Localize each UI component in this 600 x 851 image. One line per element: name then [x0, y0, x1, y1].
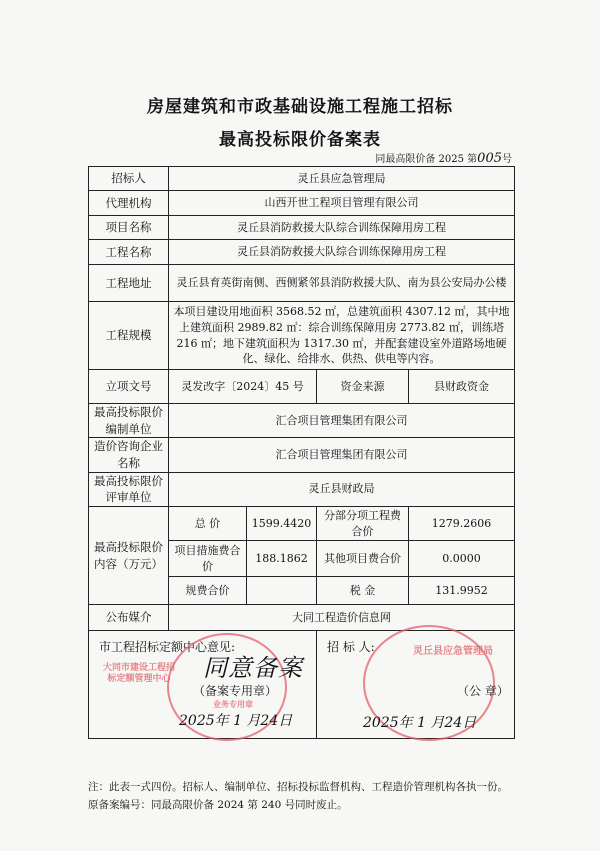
sign-right-heading: 招 标 人: [327, 640, 375, 655]
record-prefix: 同最高限价备 2025 第 [375, 154, 478, 165]
tax-label: 税 金 [317, 577, 409, 605]
record-no: 005 [477, 151, 502, 166]
title-line-1: 房屋建筑和市政基础设施工程施工招标 [147, 97, 453, 117]
approval-value: 灵发改字〔2024〕45 号 [169, 370, 317, 404]
address-label: 工程地址 [89, 265, 169, 302]
sub-label: 分部分项工程费合价 [317, 507, 409, 541]
compiler-label: 最高投标限价编制单位 [89, 404, 169, 438]
stamp-left-text: 大同市建设工程招标定额管理中心 [102, 663, 175, 684]
other-label: 其他项目费合价 [317, 541, 409, 577]
reviewer-value: 灵丘县财政局 [169, 472, 515, 506]
record-suffix: 号 [502, 154, 512, 165]
fee-value [247, 577, 317, 605]
date-left: 2025年 1 月24日 [179, 713, 293, 730]
scale-label: 工程规模 [89, 302, 169, 370]
fee-label: 规费合价 [169, 577, 247, 605]
fund-value: 县财政资金 [409, 370, 515, 404]
seal-note-right: （公 章） [457, 684, 509, 699]
title-line-2: 最高投标限价备案表 [219, 130, 381, 150]
sub-value: 1279.2606 [409, 507, 515, 541]
total-label: 总 价 [169, 507, 247, 541]
sign-left-heading: 市工程招标定额中心意见: [99, 640, 236, 655]
price-label: 最高投标限价内容（万元） [89, 507, 169, 605]
consult-value: 汇合项目管理集团有限公司 [169, 438, 515, 472]
tax-value: 131.9952 [409, 577, 515, 605]
other-value: 0.0000 [409, 541, 515, 577]
filing-table [88, 166, 515, 739]
date-right: 2025年 1 月24日 [363, 715, 477, 732]
address-value: 灵丘县育英街南侧、西侧紧邻县消防救援大队、南为县公安局办公楼 [169, 265, 515, 302]
handwriting-approval: 同意备案 [203, 654, 303, 683]
engineering-value: 灵丘县消防救援大队综合训练保障用房工程 [169, 240, 515, 265]
stamp-left-sub: 业务专用章 [213, 699, 253, 710]
scale-value: 本项目建设用地面积 3568.52 ㎡，总建筑面积 4307.12 ㎡，其中地上建筑面积 2989.82 ㎡：综合训练保障用房 2773.82 ㎡，训练塔 216 ㎡；地下建筑面积为 1317.30 ㎡，并配套建设室外道路场地硬化、绿化、给排水、供热、供电等内容。 [169, 302, 515, 370]
stamp-right-text: 灵丘县应急管理局 [413, 646, 493, 658]
sign-left-cell [89, 631, 317, 739]
record-number [375, 150, 512, 166]
footnote-2: 原备案编号：同最高限价备 2024 第 240 号同时废止。 [88, 799, 348, 811]
project-label: 项目名称 [89, 216, 169, 240]
agent-value: 山西开世工程项目管理有限公司 [169, 191, 515, 216]
total-value: 1599.4420 [247, 507, 317, 541]
seal-note-left: （备案专用章） [193, 684, 278, 699]
tenderer-label: 招标人 [89, 167, 169, 191]
media-label: 公布媒介 [89, 605, 169, 631]
project-value: 灵丘县消防救援大队综合训练保障用房工程 [169, 216, 515, 240]
engineering-label: 工程名称 [89, 240, 169, 265]
measure-value: 188.1862 [247, 541, 317, 577]
fund-label: 资金来源 [317, 370, 409, 404]
agent-label: 代理机构 [89, 191, 169, 216]
consult-label: 造价咨询企业名称 [89, 438, 169, 472]
measure-label: 项目措施费合价 [169, 541, 247, 577]
reviewer-label: 最高投标限价评审单位 [89, 472, 169, 506]
media-value: 大同工程造价信息网 [169, 605, 515, 631]
approval-label: 立项文号 [89, 370, 169, 404]
footnote-1: 注：此表一式四份。招标人、编制单位、招标投标监督机构、工程造价管理机构各执一份。 [88, 781, 508, 793]
compiler-value: 汇合项目管理集团有限公司 [169, 404, 515, 438]
sign-right-cell [317, 631, 515, 739]
tenderer-value: 灵丘县应急管理局 [169, 167, 515, 191]
